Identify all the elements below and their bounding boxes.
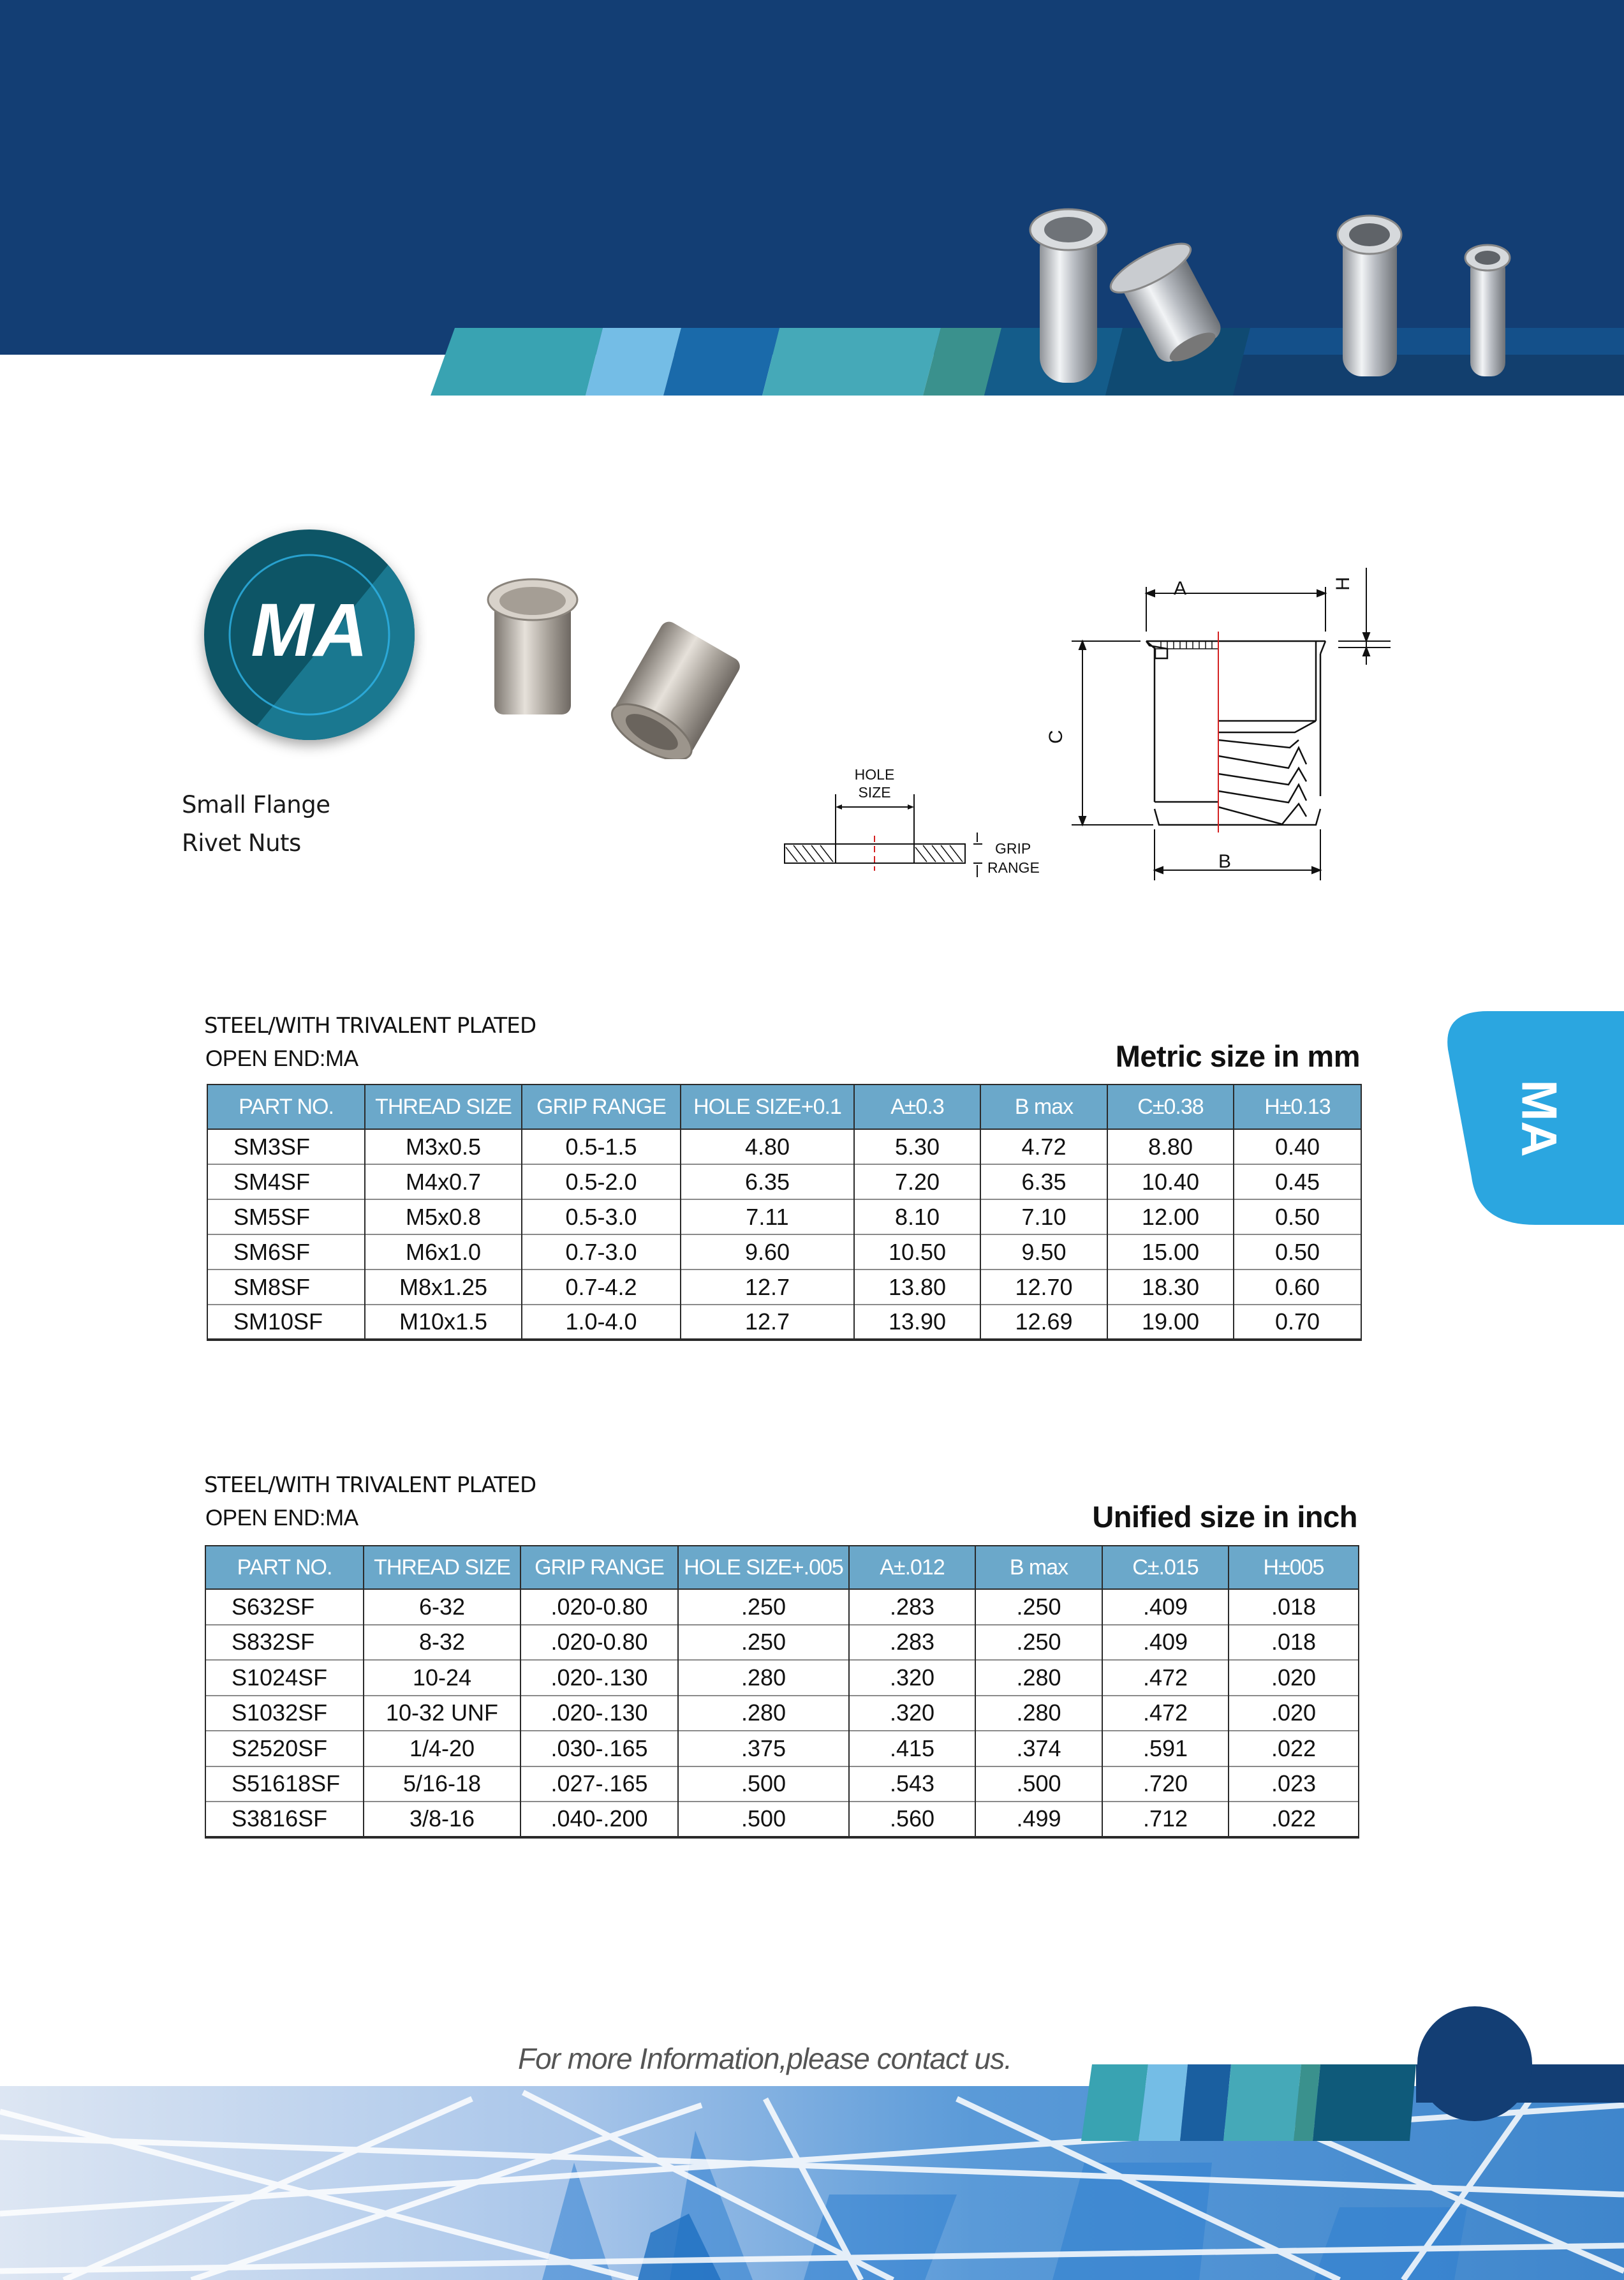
label-c: C <box>1045 730 1067 744</box>
metric-unit-title: Metric size in mm <box>1115 1039 1360 1073</box>
header-thread-size: THREAD SIZE <box>364 1546 520 1589</box>
table-cell: 8-32 <box>364 1625 520 1661</box>
table-cell: .020 <box>1229 1696 1359 1731</box>
table-cell: 7.10 <box>980 1199 1107 1234</box>
table-cell: .500 <box>975 1766 1102 1802</box>
dimension-diagram <box>772 549 1397 931</box>
header-c: C±0.38 <box>1107 1084 1234 1129</box>
grip-range-label-line2: RANGE <box>987 859 1040 876</box>
table-cell: .250 <box>975 1625 1102 1661</box>
table-cell: 0.40 <box>1234 1129 1361 1164</box>
product-photo <box>478 574 765 759</box>
hole-size-label-line1: HOLE <box>854 766 895 783</box>
table-cell: .283 <box>849 1589 975 1625</box>
table-cell: .020-0.80 <box>520 1589 678 1625</box>
header-h: H±005 <box>1229 1546 1359 1589</box>
table-cell: M8x1.25 <box>365 1270 522 1305</box>
header-hole-size: HOLE SIZE+.005 <box>678 1546 849 1589</box>
inch-unit-title: Unified size in inch <box>1092 1500 1357 1534</box>
header-grip-range: GRIP RANGE <box>522 1084 681 1129</box>
rivet-nut-image-2 <box>1105 235 1236 376</box>
table-cell: .018 <box>1229 1625 1359 1661</box>
table-row <box>205 1696 1359 1731</box>
table-cell: 9.60 <box>681 1234 854 1270</box>
part-number-cell: S1032SF <box>205 1696 364 1731</box>
table-cell: 4.72 <box>980 1129 1107 1164</box>
table-cell: .022 <box>1229 1731 1359 1766</box>
part-number-cell: S51618SF <box>205 1766 364 1802</box>
table-cell: .500 <box>678 1766 849 1802</box>
table-cell: .472 <box>1102 1696 1229 1731</box>
table-cell: .543 <box>849 1766 975 1802</box>
table-cell: .374 <box>975 1731 1102 1766</box>
part-number-cell: S1024SF <box>205 1660 364 1696</box>
table-cell: 10.40 <box>1107 1164 1234 1199</box>
table-cell: .030-.165 <box>520 1731 678 1766</box>
table-cell: 0.5-1.5 <box>522 1129 681 1164</box>
grip-range-label-line1: GRIP <box>995 840 1031 857</box>
header-thread-size: THREAD SIZE <box>365 1084 522 1129</box>
table-cell: .320 <box>849 1660 975 1696</box>
metric-material: STEEL/WITH TRIVALENT PLATED <box>204 1013 536 1039</box>
table-cell: .320 <box>849 1696 975 1731</box>
table-cell: 12.69 <box>980 1305 1107 1340</box>
part-number-cell: S632SF <box>205 1589 364 1625</box>
part-number-cell: SM5SF <box>207 1199 365 1234</box>
metric-spec-table <box>207 1084 1362 1341</box>
label-a: A <box>1174 578 1187 599</box>
hole-size-label-line2: SIZE <box>858 784 891 801</box>
table-cell: 0.5-3.0 <box>522 1199 681 1234</box>
table-cell: M10x1.5 <box>365 1305 522 1340</box>
table-cell: 0.5-2.0 <box>522 1164 681 1199</box>
label-h: H <box>1332 577 1354 591</box>
header-b: B max <box>975 1546 1102 1589</box>
table-row <box>207 1199 1361 1234</box>
table-cell: .560 <box>849 1802 975 1837</box>
table-cell: M5x0.8 <box>365 1199 522 1234</box>
table-cell: M4x0.7 <box>365 1164 522 1199</box>
header-a: A±.012 <box>849 1546 975 1589</box>
rivet-nut-image-4 <box>1465 245 1510 376</box>
inch-header-row <box>205 1546 1359 1589</box>
side-tab-label: MA <box>1511 1079 1568 1157</box>
table-cell: 13.80 <box>854 1270 980 1305</box>
table-row <box>205 1660 1359 1696</box>
header-c: C±.015 <box>1102 1546 1229 1589</box>
table-cell: .020-.130 <box>520 1696 678 1731</box>
metric-type: OPEN END:MA <box>205 1046 358 1071</box>
table-cell: 5/16-18 <box>364 1766 520 1802</box>
table-cell: .250 <box>678 1625 849 1661</box>
table-cell: .591 <box>1102 1731 1229 1766</box>
table-cell: 0.7-3.0 <box>522 1234 681 1270</box>
inch-material: STEEL/WITH TRIVALENT PLATED <box>204 1472 536 1498</box>
part-number-cell: SM6SF <box>207 1234 365 1270</box>
table-row <box>207 1129 1361 1164</box>
header-product-photo <box>1021 204 1544 396</box>
table-cell: 5.30 <box>854 1129 980 1164</box>
table-cell: .250 <box>678 1589 849 1625</box>
table-cell: .020-.130 <box>520 1660 678 1696</box>
footer-contact-text: For more Information,please contact us. <box>518 2042 1012 2075</box>
table-cell: 10.50 <box>854 1234 980 1270</box>
table-cell: 13.90 <box>854 1305 980 1340</box>
table-cell: 7.11 <box>681 1199 854 1234</box>
part-number-cell: SM10SF <box>207 1305 365 1340</box>
table-cell: M3x0.5 <box>365 1129 522 1164</box>
table-row <box>205 1625 1359 1661</box>
table-cell: .472 <box>1102 1660 1229 1696</box>
table-cell: 6.35 <box>980 1164 1107 1199</box>
inch-spec-table <box>205 1545 1359 1839</box>
table-cell: .375 <box>678 1731 849 1766</box>
header-part-no: PART NO. <box>205 1546 364 1589</box>
table-cell: 12.7 <box>681 1270 854 1305</box>
table-cell: .280 <box>678 1660 849 1696</box>
table-row <box>205 1766 1359 1802</box>
table-cell: 6-32 <box>364 1589 520 1625</box>
table-cell: .027-.165 <box>520 1766 678 1802</box>
rivet-nut-image-3 <box>1338 216 1401 376</box>
table-cell: .023 <box>1229 1766 1359 1802</box>
ma-logo <box>191 523 427 759</box>
table-cell: 10-24 <box>364 1660 520 1696</box>
table-cell: 12.00 <box>1107 1199 1234 1234</box>
table-cell: .040-.200 <box>520 1802 678 1837</box>
header-part-no: PART NO. <box>207 1084 365 1129</box>
table-row <box>205 1589 1359 1625</box>
table-cell: 0.70 <box>1234 1305 1361 1340</box>
part-number-cell: SM4SF <box>207 1164 365 1199</box>
part-number-cell: S3816SF <box>205 1802 364 1837</box>
table-cell: 12.70 <box>980 1270 1107 1305</box>
table-cell: .712 <box>1102 1802 1229 1837</box>
label-b: B <box>1218 851 1232 872</box>
side-tab <box>1443 1011 1624 1225</box>
table-cell: 9.50 <box>980 1234 1107 1270</box>
table-cell: 1/4-20 <box>364 1731 520 1766</box>
table-cell: .020-0.80 <box>520 1625 678 1661</box>
table-cell: .280 <box>975 1660 1102 1696</box>
product-name-line1: Small Flange <box>182 791 330 818</box>
table-cell: 4.80 <box>681 1129 854 1164</box>
header-b: B max <box>980 1084 1107 1129</box>
table-cell: 1.0-4.0 <box>522 1305 681 1340</box>
table-cell: .409 <box>1102 1589 1229 1625</box>
part-number-cell: S2520SF <box>205 1731 364 1766</box>
table-cell: .499 <box>975 1802 1102 1837</box>
table-cell: .280 <box>975 1696 1102 1731</box>
rivet-nut-tilted <box>603 619 743 759</box>
table-cell: .018 <box>1229 1589 1359 1625</box>
table-cell: 0.60 <box>1234 1270 1361 1305</box>
header-grip-range: GRIP RANGE <box>520 1546 678 1589</box>
product-name-line2: Rivet Nuts <box>182 829 301 857</box>
logo-text: MA <box>251 588 368 672</box>
table-cell: 18.30 <box>1107 1270 1234 1305</box>
table-cell: 7.20 <box>854 1164 980 1199</box>
table-cell: 10-32 UNF <box>364 1696 520 1731</box>
table-cell: .283 <box>849 1625 975 1661</box>
part-number-cell: SM8SF <box>207 1270 365 1305</box>
table-cell: 19.00 <box>1107 1305 1234 1340</box>
table-cell: .250 <box>975 1589 1102 1625</box>
table-cell: 0.50 <box>1234 1234 1361 1270</box>
part-number-cell: SM3SF <box>207 1129 365 1164</box>
table-cell: 8.80 <box>1107 1129 1234 1164</box>
table-cell: .022 <box>1229 1802 1359 1837</box>
header-a: A±0.3 <box>854 1084 980 1129</box>
table-cell: 8.10 <box>854 1199 980 1234</box>
table-cell: .020 <box>1229 1660 1359 1696</box>
footer-circle <box>1417 2006 1532 2121</box>
table-row <box>205 1802 1359 1837</box>
table-cell: .500 <box>678 1802 849 1837</box>
table-row <box>207 1305 1361 1340</box>
table-cell: M6x1.0 <box>365 1234 522 1270</box>
table-row <box>207 1164 1361 1199</box>
rivet-nut-upright <box>488 579 577 714</box>
metric-header-row <box>207 1084 1361 1129</box>
table-cell: 0.7-4.2 <box>522 1270 681 1305</box>
table-cell: .720 <box>1102 1766 1229 1802</box>
table-cell: 0.45 <box>1234 1164 1361 1199</box>
inch-type: OPEN END:MA <box>205 1506 358 1530</box>
table-cell: 3/8-16 <box>364 1802 520 1837</box>
table-row <box>207 1270 1361 1305</box>
table-row <box>205 1731 1359 1766</box>
table-cell: 0.50 <box>1234 1199 1361 1234</box>
table-row <box>207 1234 1361 1270</box>
rivet-nut-image-1 <box>1030 209 1107 383</box>
table-cell: .409 <box>1102 1625 1229 1661</box>
table-cell: 12.7 <box>681 1305 854 1340</box>
table-cell: 15.00 <box>1107 1234 1234 1270</box>
table-cell: .280 <box>678 1696 849 1731</box>
table-cell: 6.35 <box>681 1164 854 1199</box>
header-h: H±0.13 <box>1234 1084 1361 1129</box>
header-hole-size: HOLE SIZE+0.1 <box>681 1084 854 1129</box>
table-cell: .415 <box>849 1731 975 1766</box>
part-number-cell: S832SF <box>205 1625 364 1661</box>
